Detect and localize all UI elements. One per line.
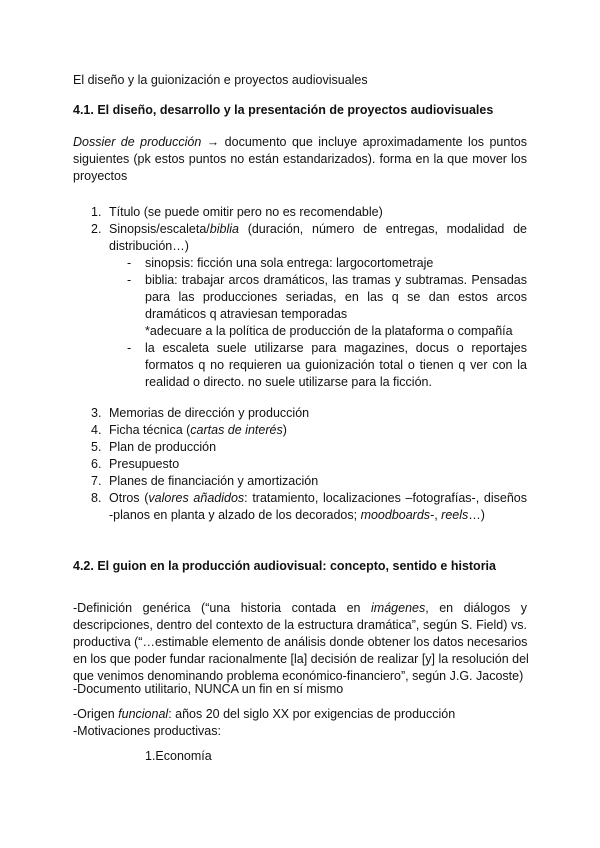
list-number: 1.	[91, 205, 102, 219]
origen-funcional: -Origen funcional: años 20 del siglo XX por exigencias de producción	[73, 707, 456, 721]
sub-item-biblia-line-4: *adecuare a la política de producción de la plataforma o compañía	[145, 324, 513, 338]
definicion-line-5: que venimos denominando problema económico-financiero”, según J.G. Jacoste)	[73, 669, 524, 683]
list-number: 2.	[91, 222, 102, 236]
sub-item-biblia-line-1: biblia: trabajar arcos dramáticos, las tramas y subtramas. Pensadas	[145, 273, 527, 287]
list-number: 8.	[91, 491, 102, 505]
motivaciones-productivas: -Motivaciones productivas:	[73, 724, 221, 738]
list-item-presupuesto: Presupuesto	[109, 457, 180, 471]
definicion-line-2: descripciones, dentro del contexto de la estructura dramática”, según S. Field) vs.	[73, 618, 527, 632]
list-number: 5.	[91, 440, 102, 454]
sub-dash: -	[127, 273, 132, 287]
sub-item-escaleta-line-3: realidad o directo. no suele utilizarse para la ficción.	[145, 375, 432, 389]
section-heading-4-1: 4.1. El diseño, desarrollo y la presentación de proyectos audiovisuales	[73, 103, 494, 117]
sub-dash: -	[127, 256, 132, 270]
list-item-ficha: Ficha técnica (cartas de interés)	[109, 423, 287, 437]
list-number: 3.	[91, 406, 102, 420]
dossier-term: Dossier de producción →	[73, 135, 220, 149]
definicion-line-1: -Definición genérica (“una historia contada en imágenes, en diálogos y	[73, 601, 528, 615]
dossier-paragraph-line-2: siguientes (pk estos puntos no están estandarizados). forma en la que mover los	[73, 152, 527, 166]
documento-utilitario: -Documento utilitario, NUNCA un fin en sí mismo	[73, 682, 344, 696]
list-item-memorias: Memorias de dirección y producción	[109, 406, 310, 420]
list-item-titulo: Título (se puede omitir pero no es recomendable)	[109, 205, 383, 219]
list-item-otros-line-2: -planos en planta y alzado de los decorados; moodboards-, reels…)	[109, 508, 485, 522]
definicion-line-3: productiva (“…estimable elemento de análisis donde obtener los datos necesarios	[73, 635, 528, 649]
sub-item-sinopsis: sinopsis: ficción una sola entrega: largocortometraje	[145, 256, 434, 270]
list-number: 4.	[91, 423, 102, 437]
list-number: 6.	[91, 457, 102, 471]
definicion-line-4: en los que poder fundar racionalmente [la] decisión de realizar [y] la resolución del	[73, 652, 529, 666]
sub-item-biblia-line-2: para las producciones seriadas, en las q se dan estos arcos	[145, 290, 527, 304]
sub-dash: -	[127, 341, 132, 355]
sub-item-escaleta-line-2: formatos q no requieren ua guionización total o tienen q ver con la	[145, 358, 527, 372]
dossier-paragraph-line-1: Dossier de producción → documento que incluye aproximadamente los puntos	[73, 135, 527, 149]
motivacion-economia: 1.Economía	[145, 749, 212, 763]
list-item-sinopsis-cont: distribución…)	[109, 239, 189, 253]
dossier-paragraph-line-3: proyectos	[73, 169, 128, 183]
list-item-otros-line-1: Otros (valores añadidos: tratamiento, localizaciones –fotografías-, diseños	[109, 491, 527, 505]
section-heading-4-2: 4.2. El guion en la producción audiovisual: concepto, sentido e historia	[73, 559, 496, 573]
list-number: 7.	[91, 474, 102, 488]
sub-item-biblia-line-3: dramáticos q atraviesan temporadas	[145, 307, 348, 321]
list-item-plan: Plan de producción	[109, 440, 217, 454]
list-item-sinopsis: Sinopsis/escaleta/biblia (duración, número de entregas, modalidad de	[109, 222, 527, 236]
list-item-planes: Planes de financiación y amortización	[109, 474, 319, 488]
sub-item-escaleta-line-1: la escaleta suele utilizarse para magazines, docus o reportajes	[145, 341, 527, 355]
document-title: El diseño y la guionización e proyectos audiovisuales	[73, 73, 368, 87]
